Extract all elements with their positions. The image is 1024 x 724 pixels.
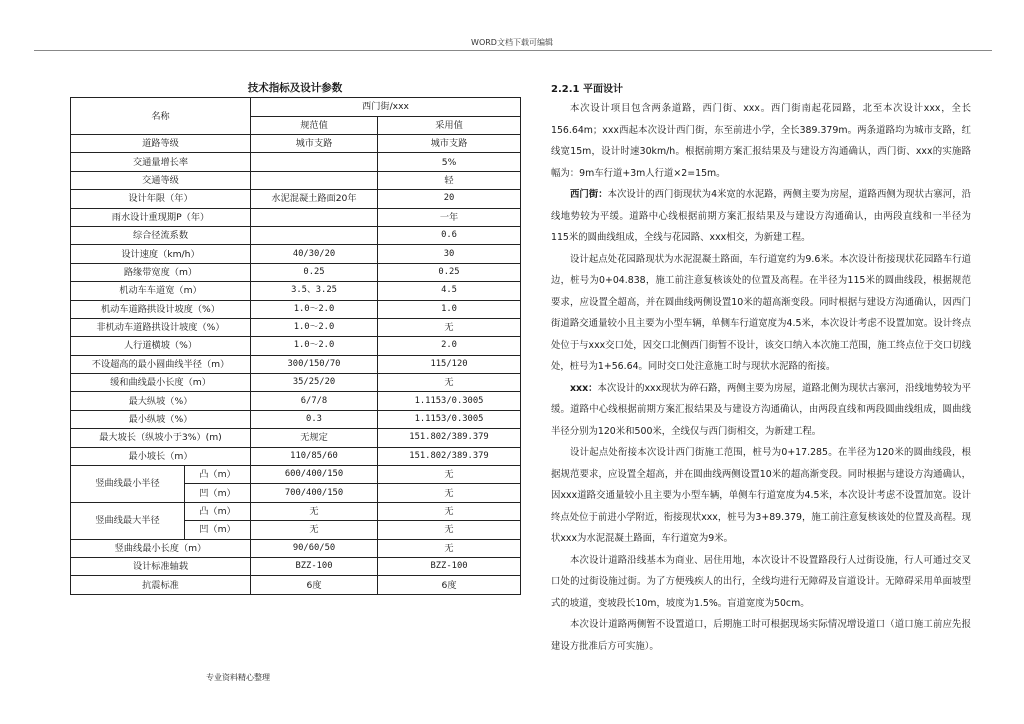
table-title: 技术指标及设计参数 <box>247 82 343 94</box>
header-spec-cell: 规范值 <box>251 116 378 135</box>
row-name-cell: 路缘带宽度（m） <box>71 263 251 281</box>
row-used-cell: 无 <box>378 318 521 336</box>
section-title: 2.2.1 平面设计 <box>551 84 623 95</box>
row-spec-cell: 1.0～2.0 <box>251 300 378 318</box>
row-used-cell: 无 <box>378 374 521 392</box>
row-used-cell: 0.25 <box>378 263 521 281</box>
row-used-cell: BZZ-100 <box>378 557 521 575</box>
row-used-cell: 1.0 <box>378 300 521 318</box>
table-row <box>71 392 521 410</box>
row-used-cell: 5% <box>378 153 521 171</box>
row-spec-cell: 6度 <box>251 576 378 594</box>
group-name-cell: 竖曲线最小半径 <box>71 466 185 503</box>
sub-label-cell: 凸（m） <box>185 502 251 520</box>
row-name-cell: 设计年限（年） <box>71 190 251 208</box>
paragraph <box>551 378 971 443</box>
row-name-cell: 设计标准轴载 <box>71 557 251 575</box>
table-row <box>71 374 521 392</box>
parameters-table <box>70 97 521 595</box>
row-spec-cell: 0.3 <box>251 410 378 428</box>
row-name-cell: 最小纵坡（%） <box>71 410 251 428</box>
row-spec-cell: 城市支路 <box>251 135 378 153</box>
row-name-cell: 设计速度（km/h） <box>71 245 251 263</box>
row-name-cell: 交通等级 <box>71 171 251 189</box>
table-row <box>71 410 521 428</box>
table-row <box>71 153 521 171</box>
row-spec-cell: 110/85/60 <box>251 447 378 465</box>
sub-label-cell: 凹（m） <box>185 484 251 502</box>
row-spec-cell: 90/60/50 <box>251 539 378 557</box>
table-row <box>71 226 521 244</box>
paragraph-lead: xxx： <box>570 382 598 394</box>
row-name-cell: 机动车车道宽（m） <box>71 282 251 300</box>
row-name-cell: 抗震标准 <box>71 576 251 594</box>
row-used-cell: 无 <box>378 502 521 520</box>
row-name-cell: 雨水设计重现期P（年） <box>71 208 251 226</box>
row-spec-cell: 40/30/20 <box>251 245 378 263</box>
table-row <box>71 466 521 484</box>
row-name-cell: 竖曲线最小长度（m） <box>71 539 251 557</box>
row-spec-cell <box>251 226 378 244</box>
row-spec-cell <box>251 208 378 226</box>
row-used-cell: 一年 <box>378 208 521 226</box>
paragraph: 设计起点处衔接本次设计西门街施工范围，桩号为0+17.285。在半径为120米的圆曲线段，根据规范要求，应设置全超高，并在圆曲线两侧设置10米的超高渐变段。同时根据与建设方沟通确认，因xxx道路交通量较小且主要为小型车辆，单侧车行道宽度为4.5米，本次设计考虑不设置加宽。设计终点处位于前进小学附近，衔接现状xxx，桩号为3+89.379，施工前注意复核该处的位置及高程。现状xxx为水泥混凝土路面，车行道宽为9米。 <box>551 447 971 544</box>
row-used-cell: 115/120 <box>378 355 521 373</box>
row-used-cell: 无 <box>378 539 521 557</box>
row-used-cell: 无 <box>378 484 521 502</box>
header-rule <box>34 50 992 51</box>
paragraph: 本次设计项目包含两条道路，西门街、xxx。西门街南起花园路，北至本次设计xxx，全长156.64m；xxx西起本次设计西门街，东至前进小学，全长389.379m。两条道路均为城市支路，红线宽15m，设计时速30km/h。根据前期方案汇报结果及与建设方沟通确认，西门街、xxx的实施路幅为：9m车行道+3m人行道×2=15m。 <box>551 103 971 179</box>
row-spec-cell: 600/400/150 <box>251 466 378 484</box>
row-used-cell: 151.802/389.379 <box>378 429 521 447</box>
table-row <box>71 539 521 557</box>
row-spec-cell: 1.0～2.0 <box>251 337 378 355</box>
row-spec-cell: 3.5、3.25 <box>251 282 378 300</box>
row-used-cell: 20 <box>378 190 521 208</box>
table-row <box>71 576 521 594</box>
row-used-cell: 1.1153/0.3005 <box>378 392 521 410</box>
table-row <box>71 190 521 208</box>
row-used-cell: 6度 <box>378 576 521 594</box>
row-name-cell: 交通量增长率 <box>71 153 251 171</box>
row-name-cell: 不设超高的最小圆曲线半径（m） <box>71 355 251 373</box>
sub-label-cell: 凸（m） <box>185 466 251 484</box>
sub-label-cell: 凹（m） <box>185 521 251 539</box>
group-name-cell: 竖曲线最大半径 <box>71 502 185 539</box>
table-row <box>71 282 521 300</box>
row-spec-cell <box>251 171 378 189</box>
page-footer: 专业资料精心整理 <box>206 673 270 682</box>
table-row <box>71 245 521 263</box>
table-row <box>71 263 521 281</box>
row-used-cell: 轻 <box>378 171 521 189</box>
row-used-cell: 4.5 <box>378 282 521 300</box>
header-name-cell: 名称 <box>71 98 251 135</box>
row-spec-cell: 300/150/70 <box>251 355 378 373</box>
row-name-cell: 机动车道路拱设计坡度（%） <box>71 300 251 318</box>
row-spec-cell <box>251 153 378 171</box>
row-spec-cell: 35/25/20 <box>251 374 378 392</box>
table-row <box>71 502 521 520</box>
paragraph-lead: 西门街： <box>570 189 608 200</box>
table-row <box>71 171 521 189</box>
row-used-cell: 151.802/389.379 <box>378 447 521 465</box>
paragraph: 本次设计道路沿线基本为商业、居住用地，本次设计不设置路段行人过街设施，行人可通过交叉口处的过街设施过街。为了方便残疾人的出行，全线均进行无障碍及盲道设计。无障碍采用单面坡型式的坡道，变坡段长10m，坡度为1.5%。盲道宽度为50cm。 <box>551 554 971 609</box>
row-used-cell: 30 <box>378 245 521 263</box>
row-spec-cell: 1.0～2.0 <box>251 318 378 336</box>
table-row <box>71 208 521 226</box>
table-row <box>71 337 521 355</box>
row-name-cell: 人行道横坡（%） <box>71 337 251 355</box>
paragraph <box>551 184 971 249</box>
section-body <box>551 98 971 657</box>
header-group-cell: 西门街/xxx <box>251 98 521 117</box>
row-spec-cell: 0.25 <box>251 263 378 281</box>
table-row <box>71 355 521 373</box>
row-name-cell: 道路等级 <box>71 135 251 153</box>
row-name-cell: 最大纵坡（%） <box>71 392 251 410</box>
paragraph: 本次设计道路两侧暂不设置道口，后期施工时可根据现场实际情况增设道口（道口施工前应先报建设方批准后方可实施）。 <box>551 619 971 652</box>
row-spec-cell: 无规定 <box>251 429 378 447</box>
row-used-cell: 1.1153/0.3005 <box>378 410 521 428</box>
row-used-cell: 无 <box>378 521 521 539</box>
table-row <box>71 318 521 336</box>
table-row <box>71 300 521 318</box>
row-name-cell: 缓和曲线最小长度（m） <box>71 374 251 392</box>
row-spec-cell: 无 <box>251 502 378 520</box>
header-used-cell: 采用值 <box>378 116 521 135</box>
row-spec-cell: 700/400/150 <box>251 484 378 502</box>
row-spec-cell: 水泥混凝土路面20年 <box>251 190 378 208</box>
table-row <box>71 429 521 447</box>
row-spec-cell: 无 <box>251 521 378 539</box>
row-name-cell: 最大坡长（纵坡小于3%）(m) <box>71 429 251 447</box>
row-used-cell: 2.0 <box>378 337 521 355</box>
paragraph: 设计起点处花园路现状为水泥混凝土路面，车行道宽约为9.6米。本次设计衔接现状花园路车行道边，桩号为0+04.838，施工前注意复核该处的位置及高程。在半径为115米的圆曲线段，根据规范要求，应设置全超高，并在圆曲线两侧设置10米的超高渐变段。同时根据与建设方沟通确认，因西门街道路交通量较小且主要为小型车辆，单侧车行道宽度为4.5米，本次设计考虑不设置加宽。设计终点处位于与xxx交口处，因交口北侧西门街暂不设计，该交口纳入本次施工范围，施工终点位于交口切线处，桩号为1+56.64。同时交口处注意施工时与现状水泥路的衔接。 <box>551 253 971 372</box>
row-used-cell: 城市支路 <box>378 135 521 153</box>
row-name-cell: 非机动车道路拱设计坡度（%） <box>71 318 251 336</box>
table-row <box>71 447 521 465</box>
row-spec-cell: 6/7/8 <box>251 392 378 410</box>
row-name-cell: 综合径流系数 <box>71 226 251 244</box>
paragraph-text: 本次设计的西门街现状为4米宽的水泥路，两侧主要为房屋，道路西侧为现状古寨河，沿线地势较为平缓。道路中心线根据前期方案汇报结果及与建设方沟通确认，由两段直线和一半径为115米的圆曲线组成，全线与花园路、xxx相交，为新建工程。 <box>551 189 971 243</box>
table-row <box>71 557 521 575</box>
table-header-row <box>71 98 521 117</box>
paragraph-text: 本次设计的xxx现状为碎石路，两侧主要为房屋，道路北侧为现状古寨河，沿线地势较为平缓。道路中心线根据前期方案汇报结果及与建设方沟通确认，由两段直线和两段圆曲线组成，圆曲线半径分别为120米和500米，全线仅与西门街相交，为新建工程。 <box>551 382 971 437</box>
page-header: WORD文档下载可编辑 <box>471 38 553 47</box>
table-row <box>71 135 521 153</box>
row-used-cell: 0.6 <box>378 226 521 244</box>
row-name-cell: 最小坡长（m） <box>71 447 251 465</box>
row-used-cell: 无 <box>378 466 521 484</box>
row-spec-cell: BZZ-100 <box>251 557 378 575</box>
